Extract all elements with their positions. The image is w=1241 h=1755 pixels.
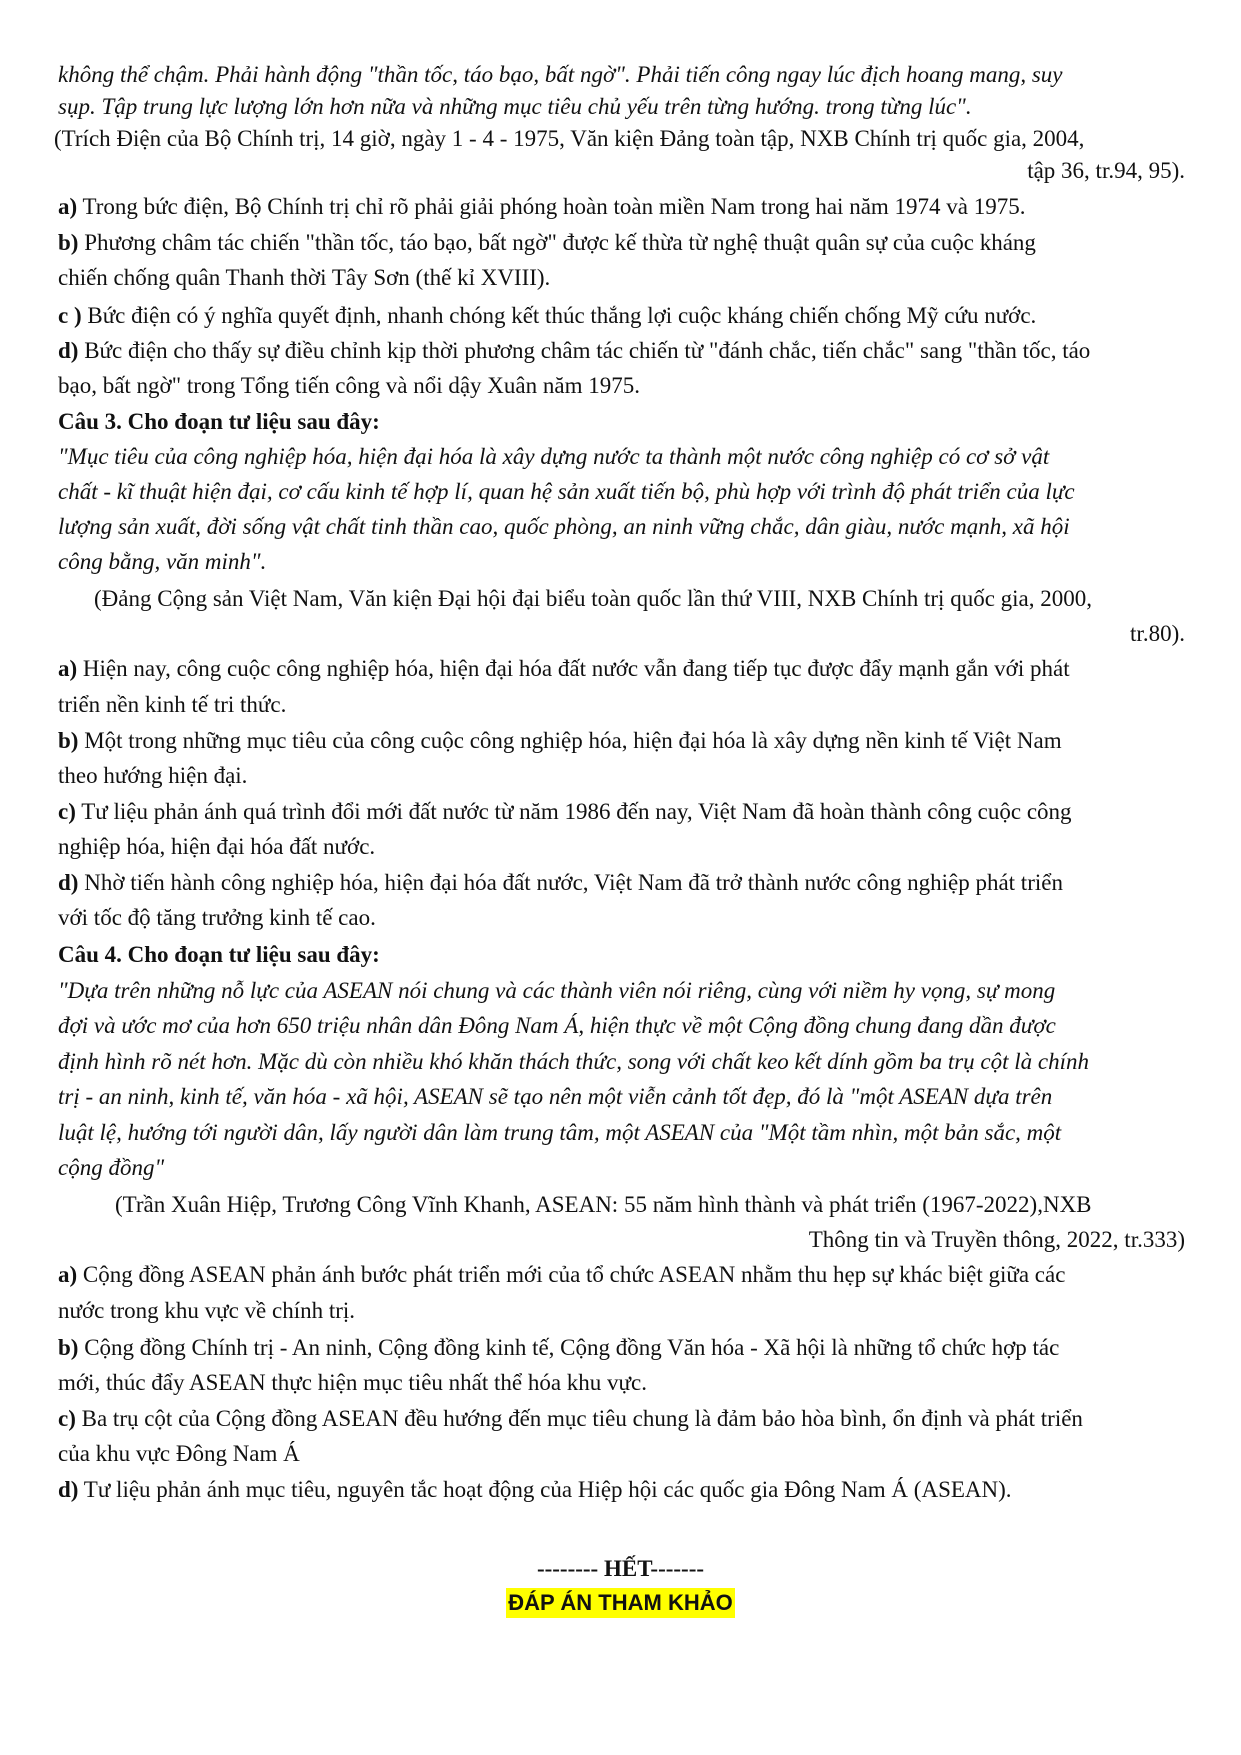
intro-quote-line-1: không thể chậm. Phải hành động "thần tốc, táo bạo, bất ngờ". Phải tiến công ngay lúc địch hoang mang, suy: [58, 62, 1063, 87]
q4-source-line-1: (Trần Xuân Hiệp, Trương Công Vĩnh Khanh, ASEAN: 55 năm hình thành và phát triển (1967-2022),NXB: [115, 1192, 1092, 1217]
q4-option-a: [58, 1256, 1065, 1293]
option-label: b): [58, 230, 79, 255]
option-text: Trong bức điện, Bộ Chính trị chỉ rõ phải giải phóng hoàn toàn miền Nam trong hai năm 1974 và 1975.: [82, 194, 1026, 219]
intro-option-d-cont: bạo, bất ngờ" trong Tổng tiến công và nổi dậy Xuân năm 1975.: [58, 373, 640, 398]
intro-source-line-1: (Trích Điện của Bộ Chính trị, 14 giờ, ngày 1 - 4 - 1975, Văn kiện Đảng toàn tập, NXB Chính trị quốc gia, 2004,: [54, 126, 1085, 151]
option-text: Cộng đồng ASEAN phản ánh bước phát triển mới của tổ chức ASEAN nhằm thu hẹp sự khác biệt giữa các: [82, 1262, 1066, 1287]
q4-heading: Câu 4. Cho đoạn tư liệu sau đây:: [58, 942, 380, 967]
option-label: c): [58, 1406, 76, 1431]
intro-option-b: [58, 224, 1036, 261]
option-text: Bức điện cho thấy sự điều chỉnh kịp thời phương châm tác chiến từ "đánh chắc, tiến chắc" sang "thần tốc, táo: [84, 338, 1091, 363]
q3-heading: Câu 3. Cho đoạn tư liệu sau đây:: [58, 409, 380, 434]
option-text: Nhờ tiến hành công nghiệp hóa, hiện đại hóa đất nước, Việt Nam đã trở thành nước công nghiệp phát triển: [84, 870, 1063, 895]
q4-quote-line-3: định hình rõ nét hơn. Mặc dù còn nhiều khó khăn thách thức, song với chất keo kết dính gồm ba trụ cột là chính: [58, 1049, 1090, 1074]
q3-quote-line-2: chất - kĩ thuật hiện đại, cơ cấu kinh tế hợp lí, quan hệ sản xuất tiến bộ, phù hợp với trình độ phát triển của lực: [58, 479, 1075, 504]
q3-source-line-2: tr.80).: [1130, 621, 1185, 646]
q4-option-b: [58, 1329, 1059, 1366]
q4-option-c: [58, 1400, 1083, 1437]
option-label: d): [58, 870, 79, 895]
q3-source-line-1: (Đảng Cộng sản Việt Nam, Văn kiện Đại hội đại biểu toàn quốc lần thứ VIII, NXB Chính trị quốc gia, 2000,: [94, 586, 1093, 611]
option-label: a): [58, 1262, 78, 1287]
option-label: b): [58, 728, 79, 753]
q4-quote-line-1: "Dựa trên những nỗ lực của ASEAN nói chung và các thành viên nói riêng, cùng với niềm hy vọng, sự mong: [58, 978, 1056, 1003]
q4-option-b-cont: mới, thúc đẩy ASEAN thực hiện mục tiêu nhất thể hóa khu vực.: [58, 1370, 647, 1395]
q3-quote-line-3: lượng sản xuất, đời sống vật chất tinh thần cao, quốc phòng, an ninh vững chắc, dân giàu, nước mạnh, xã hội: [58, 514, 1070, 539]
intro-option-a: [58, 188, 1026, 225]
answer-key-title: ĐÁP ÁN THAM KHẢO: [506, 1588, 734, 1618]
q3-option-b: [58, 722, 1062, 759]
answer-key-row: [0, 1584, 1241, 1621]
q3-quote-line-1: "Mục tiêu của công nghiệp hóa, hiện đại hóa là xây dựng nước ta thành một nước công nghiệp có cơ sở vật: [58, 444, 1050, 469]
option-label: c ): [58, 303, 82, 328]
q4-option-c-cont: của khu vực Đông Nam Á: [58, 1441, 300, 1466]
option-label: c): [58, 799, 76, 824]
option-text: Tư liệu phản ánh quá trình đổi mới đất nước từ năm 1986 đến nay, Việt Nam đã hoàn thành công cuộc công: [81, 799, 1072, 824]
intro-option-b-cont: chiến chống quân Thanh thời Tây Sơn (thế kỉ XVIII).: [58, 265, 551, 290]
q3-option-a-cont: triển nền kinh tế tri thức.: [58, 692, 287, 717]
option-text: Cộng đồng Chính trị - An ninh, Cộng đồng kinh tế, Cộng đồng Văn hóa - Xã hội là những tổ chức hợp tác: [84, 1335, 1060, 1360]
intro-option-c: [58, 297, 1036, 334]
option-label: a): [58, 656, 78, 681]
option-label: d): [58, 338, 79, 363]
q4-option-a-cont: nước trong khu vực về chính trị.: [58, 1298, 356, 1323]
option-text: Một trong những mục tiêu của công cuộc công nghiệp hóa, hiện đại hóa là xây dựng nền kinh tế Việt Nam: [84, 728, 1062, 753]
option-text: Tư liệu phản ánh mục tiêu, nguyên tắc hoạt động của Hiệp hội các quốc gia Đông Nam Á (ASEAN).: [83, 1477, 1012, 1502]
q4-quote-line-2: đợi và ước mơ của hơn 650 triệu nhân dân Đông Nam Á, hiện thực về một Cộng đồng chung đang dần được: [58, 1013, 1056, 1038]
option-text: Hiện nay, công cuộc công nghiệp hóa, hiện đại hóa đất nước vẫn đang tiếp tục được đẩy mạnh gắn với phát: [82, 656, 1070, 681]
option-text: Bức điện có ý nghĩa quyết định, nhanh chóng kết thúc thắng lợi cuộc kháng chiến chống Mỹ cứu nước.: [87, 303, 1037, 328]
option-text: Phương châm tác chiến "thần tốc, táo bạo, bất ngờ" được kế thừa từ nghệ thuật quân sự của cuộc kháng: [84, 230, 1036, 255]
q3-option-b-cont: theo hướng hiện đại.: [58, 763, 248, 788]
q3-quote-line-4: công bằng, văn minh".: [58, 549, 267, 574]
q3-option-a: [58, 650, 1070, 687]
option-text: Ba trụ cột của Cộng đồng ASEAN đều hướng đến mục tiêu chung là đảm bảo hòa bình, ổn định và phát triển: [81, 1406, 1083, 1431]
intro-option-d: [58, 332, 1090, 369]
q4-option-d: [58, 1471, 1012, 1508]
q3-option-c-cont: nghiệp hóa, hiện đại hóa đất nước.: [58, 834, 376, 859]
option-label: b): [58, 1335, 79, 1360]
q4-quote-line-4: trị - an ninh, kinh tế, văn hóa - xã hội, ASEAN sẽ tạo nên một viễn cảnh tốt đẹp, đó là "một ASEAN dựa trên: [58, 1084, 1053, 1109]
q4-source-line-2: Thông tin và Truyền thông, 2022, tr.333): [808, 1227, 1185, 1252]
intro-source-line-2: tập 36, tr.94, 95).: [1027, 158, 1185, 183]
q3-option-d: [58, 864, 1063, 901]
option-label: a): [58, 194, 78, 219]
q3-option-c: [58, 793, 1072, 830]
option-label: d): [58, 1477, 79, 1502]
q4-quote-line-6: cộng đồng": [58, 1155, 165, 1180]
q3-option-d-cont: với tốc độ tăng trưởng kinh tế cao.: [58, 905, 376, 930]
intro-quote-line-2: sụp. Tập trung lực lượng lớn hơn nữa và những mục tiêu chủ yếu trên từng hướng. trong từng lúc".: [58, 94, 972, 119]
end-marker: -------- HẾT-------: [536, 1556, 705, 1581]
q4-quote-line-5: luật lệ, hướng tới người dân, lấy người dân làm trung tâm, một ASEAN của "Một tầm nhìn, một bản sắc, một: [58, 1120, 1062, 1145]
